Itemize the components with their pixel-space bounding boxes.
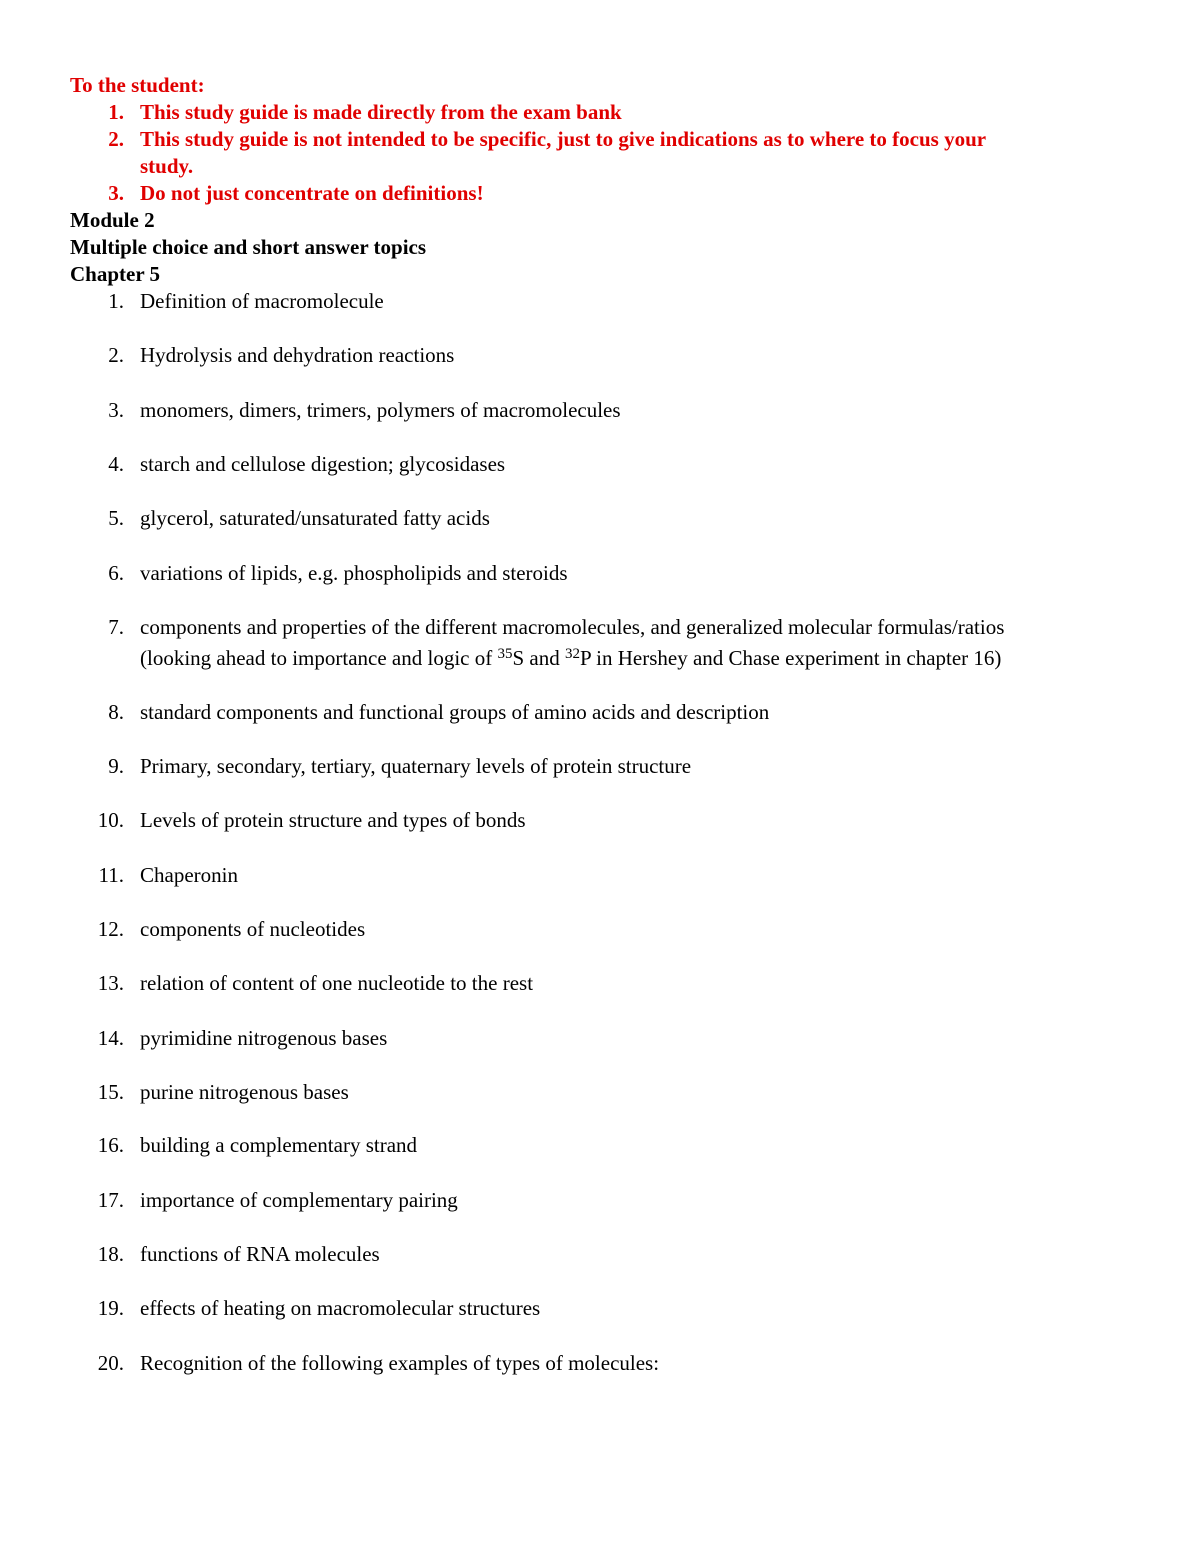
topic-number: 14. (97, 1026, 124, 1050)
topic-text: Primary, secondary, tertiary, quaternary levels of protein structure (140, 754, 692, 778)
topic-text: Levels of protein structure and types of bonds (140, 808, 526, 832)
topic-number: 12. (97, 917, 124, 941)
topic-item-continuation (140, 645, 1001, 672)
isotope-superscript: 32 (564, 646, 580, 662)
topic-text: Definition of macromolecule (140, 289, 384, 313)
topic-text-part: S and (512, 646, 565, 670)
intro-item-text: This study guide is made directly from the exam bank (140, 100, 622, 124)
intro-item-text: Do not just concentrate on definitions! (140, 181, 484, 205)
topic-text: effects of heating on macromolecular structures (140, 1296, 541, 1320)
topic-text: glycerol, saturated/unsaturated fatty acids (140, 506, 490, 530)
topic-number: 7. (108, 615, 124, 639)
topic-text: standard components and functional groups of amino acids and description (140, 700, 770, 724)
topic-text: components of nucleotides (140, 917, 366, 941)
topic-text: importance of complementary pairing (140, 1188, 458, 1212)
topic-number: 5. (108, 506, 124, 530)
topic-text-part: P in Hershey and Chase experiment in chapter 16) (579, 646, 1002, 670)
topic-text: components and properties of the different macromolecules, and generalized molecular formulas/ratios (140, 615, 1005, 639)
intro-item-text: This study guide is not intended to be specific, just to give indications as to where to focus your (140, 127, 987, 151)
topic-number: 20. (97, 1351, 124, 1375)
topic-number: 15. (97, 1080, 124, 1104)
intro-item-number: 2. (108, 127, 124, 151)
topic-number: 16. (97, 1133, 124, 1157)
topic-number: 17. (97, 1188, 124, 1212)
topic-number: 19. (97, 1296, 124, 1320)
topic-number: 11. (98, 863, 124, 887)
intro-item-number: 3. (108, 181, 124, 205)
topic-text: relation of content of one nucleotide to the rest (140, 971, 534, 995)
topic-text: pyrimidine nitrogenous bases (140, 1026, 388, 1050)
topic-number: 18. (97, 1242, 124, 1266)
topic-number: 4. (108, 452, 124, 476)
topic-text: variations of lipids, e.g. phospholipids and steroids (140, 561, 568, 585)
topic-text: functions of RNA molecules (140, 1242, 380, 1266)
topic-number: 8. (108, 700, 124, 724)
intro-heading: To the student: (70, 73, 205, 97)
topic-number: 6. (108, 561, 124, 585)
topic-text: Chaperonin (140, 863, 238, 887)
chapter-heading: Chapter 5 (70, 262, 161, 286)
topic-text: Hydrolysis and dehydration reactions (140, 343, 455, 367)
intro-item-number: 1. (108, 100, 124, 124)
isotope-superscript: 35 (497, 646, 513, 662)
topic-number: 9. (108, 754, 124, 778)
topic-text: monomers, dimers, trimers, polymers of macromolecules (140, 398, 621, 422)
topic-text: starch and cellulose digestion; glycosidases (140, 452, 506, 476)
intro-item-continuation: study. (140, 154, 194, 178)
topic-text: purine nitrogenous bases (140, 1080, 349, 1104)
topic-number: 2. (108, 343, 124, 367)
topic-number: 3. (108, 398, 124, 422)
topic-number: 13. (97, 971, 124, 995)
topic-text: building a complementary strand (140, 1133, 418, 1157)
topic-text-part: (looking ahead to importance and logic of (140, 646, 498, 670)
section-title: Multiple choice and short answer topics (70, 235, 427, 259)
topic-number: 10. (97, 808, 124, 832)
topic-number: 1. (108, 289, 124, 313)
topic-text: Recognition of the following examples of types of molecules: (140, 1351, 660, 1375)
module-heading: Module 2 (70, 208, 155, 232)
